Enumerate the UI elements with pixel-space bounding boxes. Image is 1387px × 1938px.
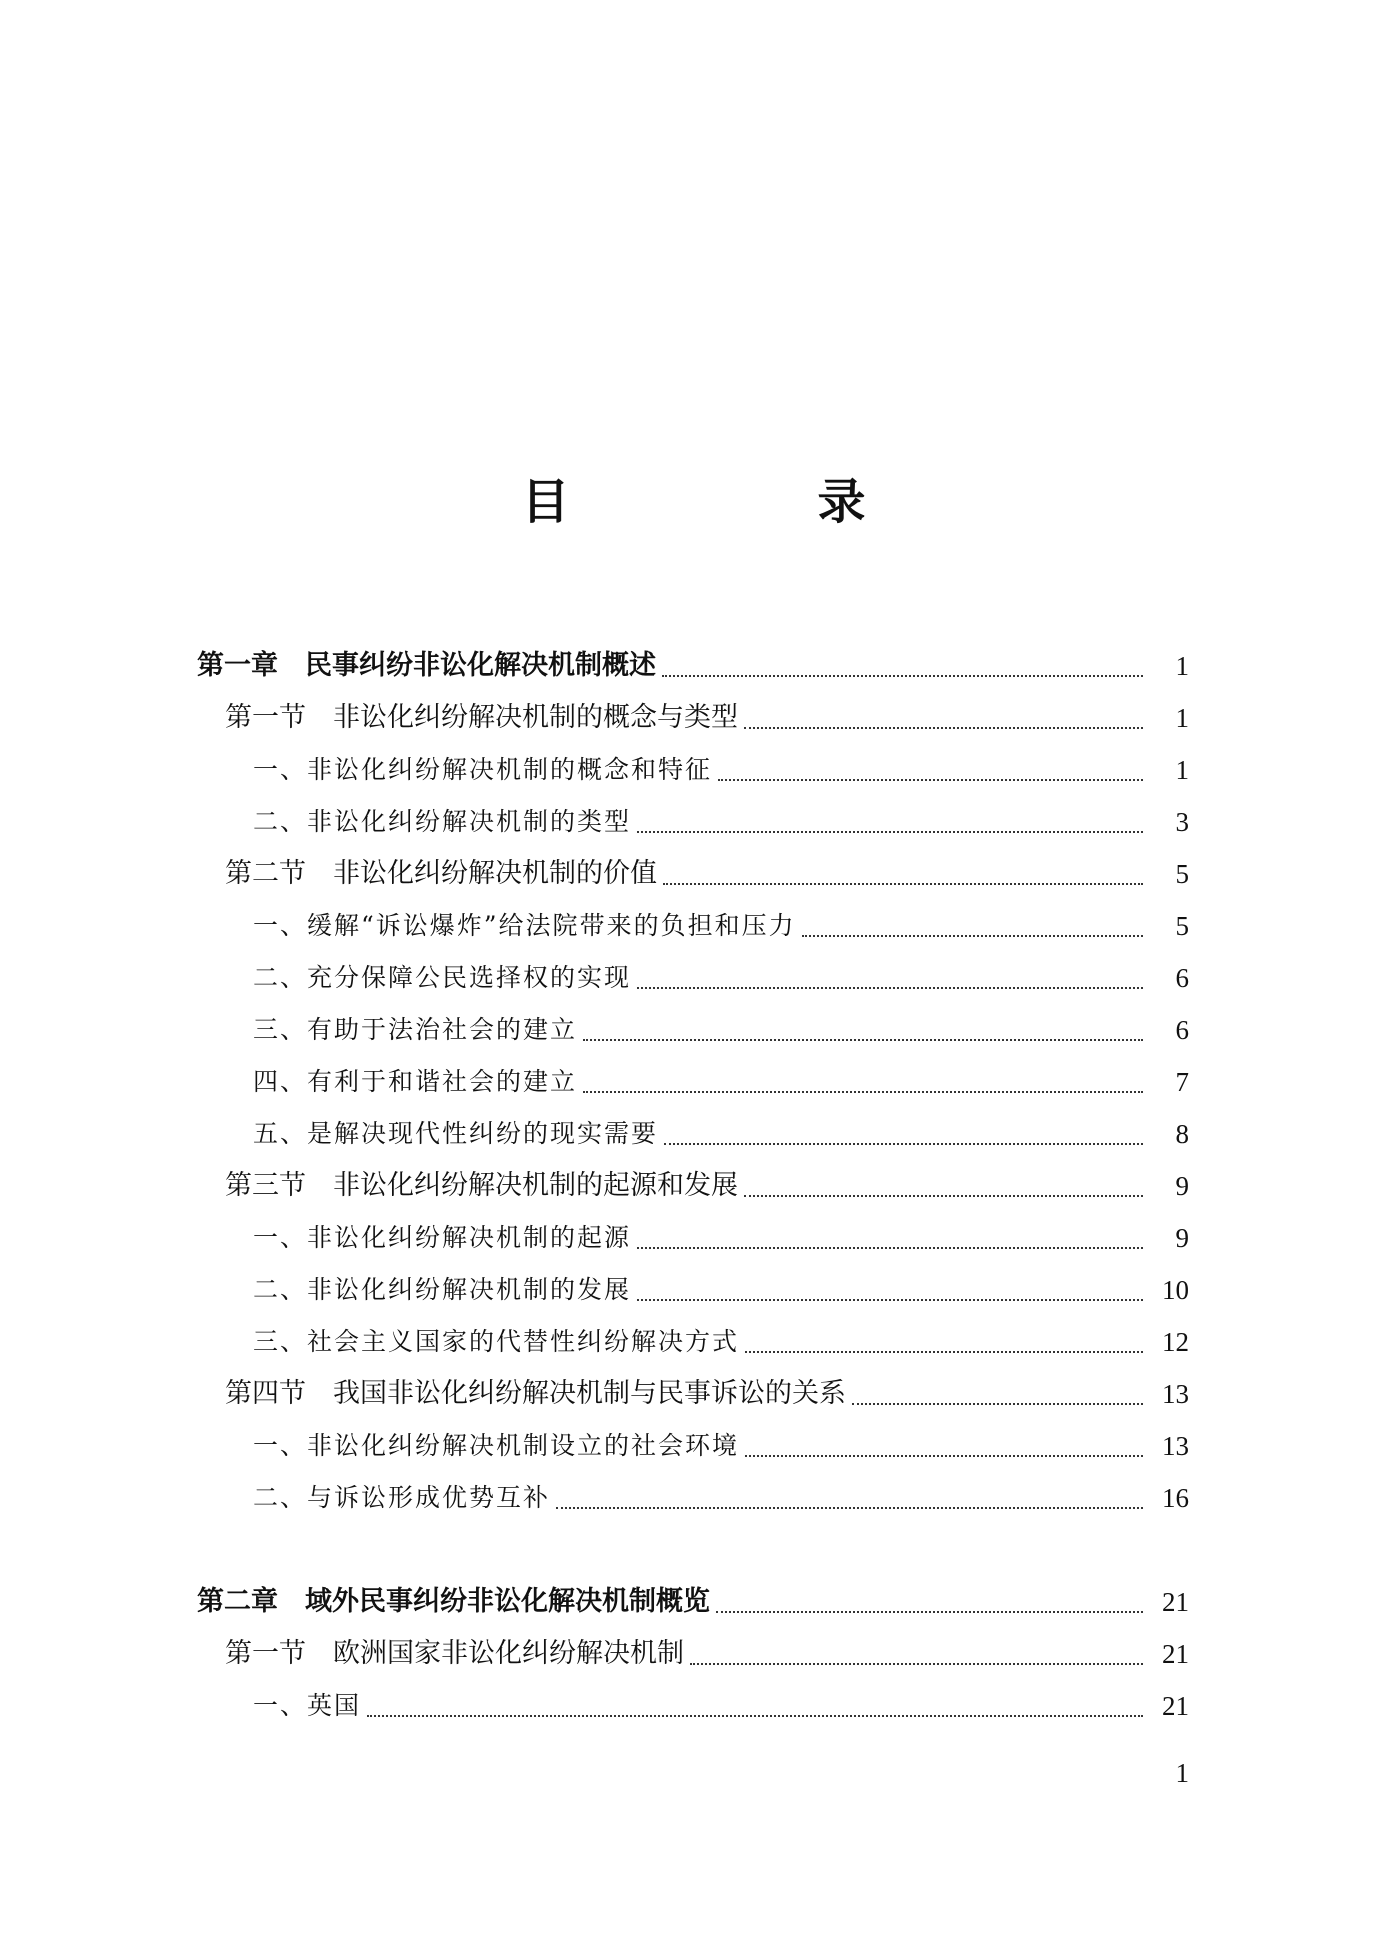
dot-leader [744,727,1143,729]
toc-item[interactable] [197,1108,1189,1160]
page-number: 1 [1175,755,1189,785]
page-folio: 1 [1175,1758,1189,1788]
item-title: 一、非讼化纠纷解决机制的起源 [253,1223,632,1252]
dot-leader [664,1143,1143,1145]
dot-leader [745,1455,1143,1457]
item-title: 五、是解决现代性纠纷的现实需要 [253,1119,659,1148]
page-number: 16 [1162,1483,1189,1513]
item-title: 一、非讼化纠纷解决机制设立的社会环境 [253,1431,740,1460]
page-number: 1 [1175,703,1189,733]
page-number: 21 [1162,1691,1189,1721]
toc-section[interactable] [197,1368,1189,1420]
toc-item[interactable] [197,1004,1189,1056]
page-title: 目 录 [521,474,966,530]
dot-leader [583,1091,1143,1093]
dot-leader [662,675,1143,677]
dot-leader [690,1663,1143,1665]
chapter-spacer [197,1524,1189,1576]
toc-item[interactable] [197,1264,1189,1316]
page-number: 12 [1162,1327,1189,1357]
section-title: 第三节 非讼化纠纷解决机制的起源和发展 [225,1170,738,1201]
page-number: 13 [1162,1379,1189,1409]
page-number: 3 [1175,807,1189,837]
section-title: 第四节 我国非讼化纠纷解决机制与民事诉讼的关系 [225,1378,846,1409]
toc-item[interactable] [197,1212,1189,1264]
toc-section[interactable] [197,848,1189,900]
toc-item[interactable] [197,796,1189,848]
item-title: 二、充分保障公民选择权的实现 [253,963,632,992]
dot-leader [637,987,1143,989]
section-title: 第一节 欧洲国家非讼化纠纷解决机制 [225,1638,684,1669]
page-number: 8 [1175,1119,1189,1149]
toc-item[interactable] [197,1680,1189,1732]
dot-leader [637,1247,1143,1249]
chapter-title: 第二章 域外民事纠纷非讼化解决机制概览 [197,1586,710,1617]
chapter-title: 第一章 民事纠纷非讼化解决机制概述 [197,650,656,681]
item-title: 一、英国 [253,1691,362,1720]
dot-leader [637,1299,1143,1301]
dot-leader [852,1403,1143,1405]
page-number: 9 [1175,1171,1189,1201]
page-number: 6 [1175,1015,1189,1045]
page-number: 21 [1162,1639,1189,1669]
section-title: 第二节 非讼化纠纷解决机制的价值 [225,858,657,889]
toc-section[interactable] [197,1160,1189,1212]
toc-item[interactable] [197,952,1189,1004]
section-title: 第一节 非讼化纠纷解决机制的概念与类型 [225,702,738,733]
page-number: 5 [1175,859,1189,889]
table-of-contents [197,640,1189,1732]
page-number: 7 [1175,1067,1189,1097]
toc-item[interactable] [197,1420,1189,1472]
page-number: 10 [1162,1275,1189,1305]
toc-section[interactable] [197,692,1189,744]
item-title: 二、与诉讼形成优势互补 [253,1483,551,1512]
item-title: 一、缓解“诉讼爆炸”给法院带来的负担和压力 [253,911,796,940]
page-number: 1 [1175,651,1189,681]
toc-item[interactable] [197,1056,1189,1108]
dot-leader [583,1039,1143,1041]
dot-leader [716,1611,1143,1613]
page-number: 13 [1162,1431,1189,1461]
toc-chapter[interactable] [197,1576,1189,1628]
toc-item[interactable] [197,900,1189,952]
page-number: 9 [1175,1223,1189,1253]
dot-leader [663,883,1143,885]
page-number: 5 [1175,911,1189,941]
page-number: 6 [1175,963,1189,993]
item-title: 二、非讼化纠纷解决机制的类型 [253,807,632,836]
dot-leader [718,779,1143,781]
toc-item[interactable] [197,1316,1189,1368]
toc-chapter[interactable] [197,640,1189,692]
toc-section[interactable] [197,1628,1189,1680]
dot-leader [637,831,1143,833]
item-title: 一、非讼化纠纷解决机制的概念和特征 [253,755,713,784]
item-title: 三、有助于法治社会的建立 [253,1015,578,1044]
item-title: 三、社会主义国家的代替性纠纷解决方式 [253,1327,740,1356]
dot-leader [556,1507,1143,1509]
page-number: 21 [1162,1587,1189,1617]
toc-item[interactable] [197,1472,1189,1524]
dot-leader [745,1351,1143,1353]
toc-item[interactable] [197,744,1189,796]
dot-leader [367,1715,1143,1717]
dot-leader [802,935,1143,937]
item-title: 二、非讼化纠纷解决机制的发展 [253,1275,632,1304]
item-title: 四、有利于和谐社会的建立 [253,1067,578,1096]
dot-leader [744,1195,1143,1197]
